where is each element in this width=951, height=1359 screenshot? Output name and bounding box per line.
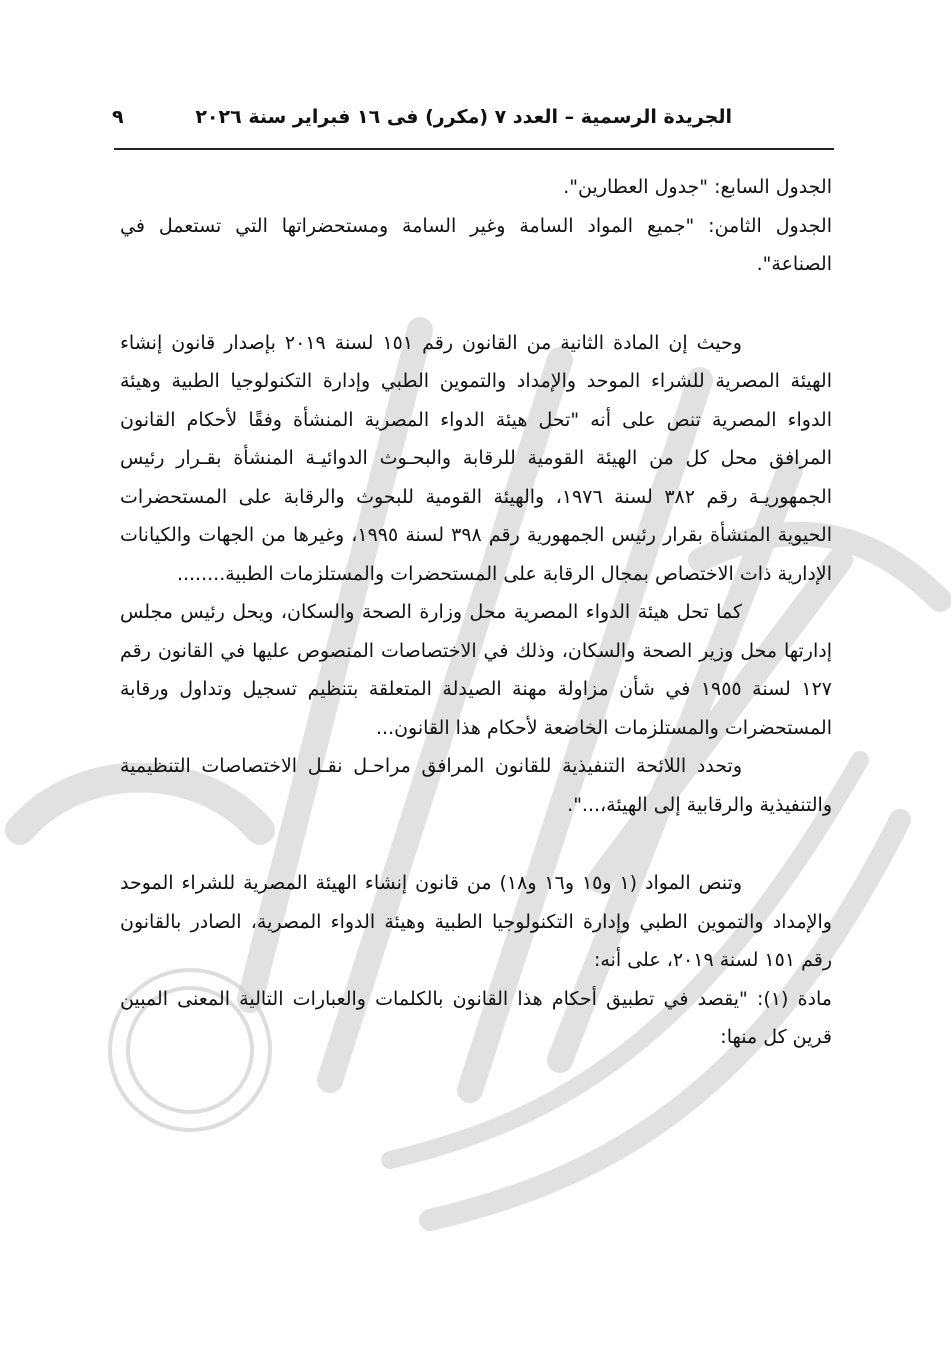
spacer — [120, 824, 832, 864]
paragraph-ministry-replacement: كما تحل هيئة الدواء المصرية محل وزارة الصحة والسكان، ويحل رئيس مجلس إدارتها محل وزير الصحة والسكان، وذلك في الاختصاصات المنصوص عليها في القانون رقم ١٢٧ لسنة ١٩٥٥ في شأن مزاولة مهنة الصيدلة المتعلقة بتنظيم تسجيل وتداول ورقابة المستحضرات والمستلزمات الخاضعة لأحكام هذا القانون... — [120, 601, 832, 739]
document-body — [120, 168, 832, 1057]
gazette-title: الجريدة الرسمية – العدد ٧ (مكرر) فى ١٦ فبراير سنة ٢٠٢٦ — [195, 106, 732, 128]
paragraph-articles-reference: وتنص المواد (١ و١٥ و١٦ و١٨) من قانون إنشاء الهيئة المصرية للشراء الموحد والإمداد والتموين الطبي وإدارة التكنولوجيا الطبية وهيئة الدواء المصرية، الصادر بالقانون رقم ١٥١ لسنة ٢٠١٩، على أنه: — [120, 872, 832, 971]
paragraph-executive-regulations: وتحدد اللائحة التنفيذية للقانون المرافق مراحـل نقـل الاختصاصات التنظيمية والتنفيذية والرقابية إلى الهيئة،...". — [120, 755, 832, 816]
spacer — [120, 284, 832, 324]
header-divider — [114, 148, 834, 150]
paragraph-article-one: مادة (١): "يقصد في تطبيق أحكام هذا القانون بالكلمات والعبارات التالية المعنى المبين قرين كل منها: — [120, 987, 832, 1048]
page-header — [112, 100, 732, 140]
page-number: ٩ — [112, 106, 124, 128]
table-seven-line: الجدول السابع: "جدول العطارين". — [563, 176, 832, 198]
paragraph-article-two: وحيث إن المادة الثانية من القانون رقم ١٥١ لسنة ٢٠١٩ بإصدار قانون إنشاء الهيئة المصرية للشراء الموحد والإمداد والتموين الطبي وإدارة التكنولوجيا الطبية وهيئة الدواء المصرية تنص على أنه "تحل هيئة الدواء المصرية المنشأة وفقًا لأحكام القانون المرافق محل كل من الهيئة القومية للرقابة والبحـوث الدوائيـة المنشأة بقـرار رئيس الجمهوريـة رقم ٣٨٢ لسنة ١٩٧٦، والهيئة القومية للبحوث والرقابة على المستحضرات الحيوية المنشأة بقرار رئيس الجمهورية رقم ٣٩٨ لسنة ١٩٩٥، وغيرها من الجهات والكيانات الإدارية ذات الاختصاص بمجال الرقابة على المستحضرات والمستلزمات الطبية........ — [120, 331, 832, 585]
table-eight-line: الجدول الثامن: "جميع المواد السامة وغير السامة ومستحضراتها التي تستعمل في الصناعة". — [120, 214, 832, 275]
